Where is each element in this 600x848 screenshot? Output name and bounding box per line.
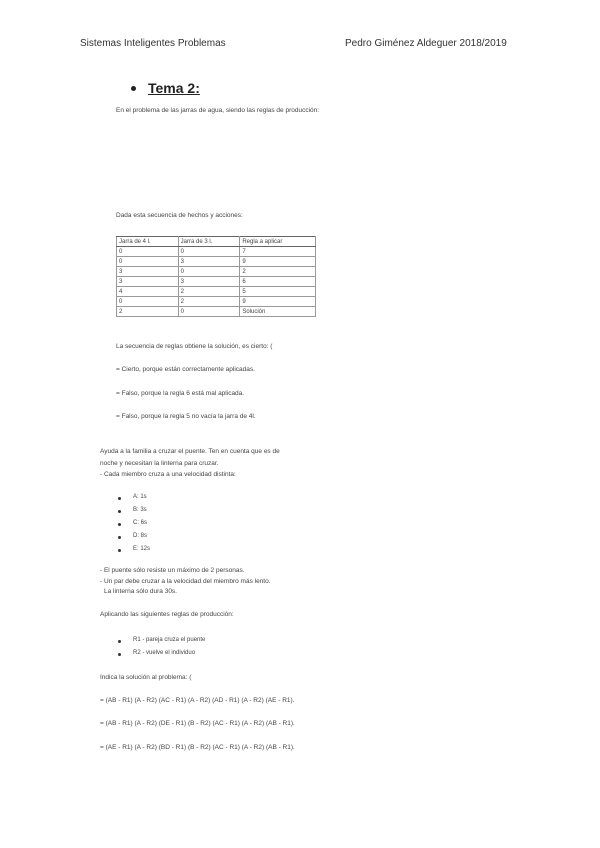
bullet-dot: [118, 510, 121, 513]
table-row: [117, 247, 316, 257]
bullet-dot: [118, 640, 121, 643]
q1-option-b[interactable]: = Falso, porque la regla 6 está mal aplicada.: [116, 390, 245, 397]
question-1: La secuencia de reglas obtiene la solución, es cierto: (: [116, 343, 273, 350]
table-row: [117, 277, 316, 287]
bullet-dot: [118, 549, 121, 552]
table-header-cell: Regla a aplicar: [240, 237, 316, 247]
table-cell: 2: [117, 307, 179, 317]
header-left: Sistemas Inteligentes Problemas: [80, 38, 226, 49]
bullet-dot: [118, 497, 121, 500]
production-label: Aplicando las siguientes reglas de producción:: [100, 611, 234, 618]
member-item: E: 12s: [133, 546, 151, 552]
q1-option-c[interactable]: = Falso, porque la regla 5 no vacía la jarra de 4l.: [116, 413, 256, 420]
table-cell: 3: [178, 277, 240, 287]
intro-text: En el problema de las jarras de agua, siendo las reglas de producción:: [116, 107, 320, 114]
bullet-dot: [118, 536, 121, 539]
bridge-rule-3: La linterna sólo dura 30s.: [104, 588, 177, 595]
table-cell: 2: [178, 297, 240, 307]
table-cell: 3: [117, 267, 179, 277]
table-cell: 2: [178, 287, 240, 297]
table-row: [117, 297, 316, 307]
table-cell: 3: [117, 277, 179, 287]
table-cell: 0: [117, 257, 179, 267]
solution-option-c[interactable]: = (AE - R1) (A - R2) (BD - R1) (B - R2) (AC - R1) (A - R2) (AB - R1).: [100, 744, 295, 751]
table-cell: 6: [240, 277, 316, 287]
table-cell: 9: [240, 297, 316, 307]
table-header-row: [117, 237, 316, 247]
production-rule: R2 - vuelve el individuo: [133, 650, 196, 656]
table-cell: 0: [178, 247, 240, 257]
production-rule: R1 - pareja cruza el puente: [133, 637, 206, 643]
table-row: [117, 257, 316, 267]
table-header-cell: Jarra de 3 l.: [178, 237, 240, 247]
table-cell: 0: [117, 247, 179, 257]
solution-label: Indica la solución al problema: (: [100, 674, 192, 681]
q1-option-a[interactable]: = Cierto, porque están correctamente aplicadas.: [116, 366, 255, 373]
table-cell: 0: [117, 297, 179, 307]
table-cell: 2: [240, 267, 316, 277]
sequence-label: Dada esta secuencia de hechos y acciones:: [116, 212, 243, 219]
title-bullet: [131, 86, 136, 91]
table-header-cell: Jarra de 4 l.: [117, 237, 179, 247]
bullet-dot: [118, 653, 121, 656]
member-item: B: 3s: [133, 507, 147, 513]
table-cell: 0: [178, 307, 240, 317]
table-cell: 3: [178, 257, 240, 267]
table-cell: 5: [240, 287, 316, 297]
table-row: [117, 307, 316, 317]
bridge-rule-1: - El puente sólo resiste un máximo de 2 personas.: [100, 567, 245, 574]
member-item: D: 8s: [133, 533, 148, 539]
table-cell: 4: [117, 287, 179, 297]
member-item: C: 6s: [133, 520, 148, 526]
bullet-dot: [118, 523, 121, 526]
bridge-rule-2: - Un par debe cruzar a la velocidad del miembro más lento.: [100, 578, 271, 585]
table-cell: 7: [240, 247, 316, 257]
table-cell: 0: [178, 267, 240, 277]
family-line-3: - Cada miembro cruza a una velocidad distinta:: [100, 471, 236, 478]
solution-option-b[interactable]: = (AB - R1) (A - R2) (DE - R1) (B - R2) (AC - R1) (A - R2) (AB - R1).: [100, 720, 295, 727]
solution-option-a[interactable]: = (AB - R1) (A - R2) (AC - R1) (A - R2) (AD - R1) (A - R2) (AE - R1).: [100, 697, 295, 704]
family-line-1: Ayuda a la familia a cruzar el puente. Ten en cuenta que es de: [100, 448, 280, 455]
page-title: Tema 2:: [148, 80, 200, 96]
family-line-2: noche y necesitan la linterna para cruzar.: [100, 460, 219, 467]
table-cell: Solución: [240, 307, 316, 317]
table-cell: 9: [240, 257, 316, 267]
header-right: Pedro Giménez Aldeguer 2018/2019: [345, 38, 507, 49]
rules-table: [116, 236, 316, 317]
member-item: A: 1s: [133, 494, 147, 500]
table-row: [117, 267, 316, 277]
table-row: [117, 287, 316, 297]
